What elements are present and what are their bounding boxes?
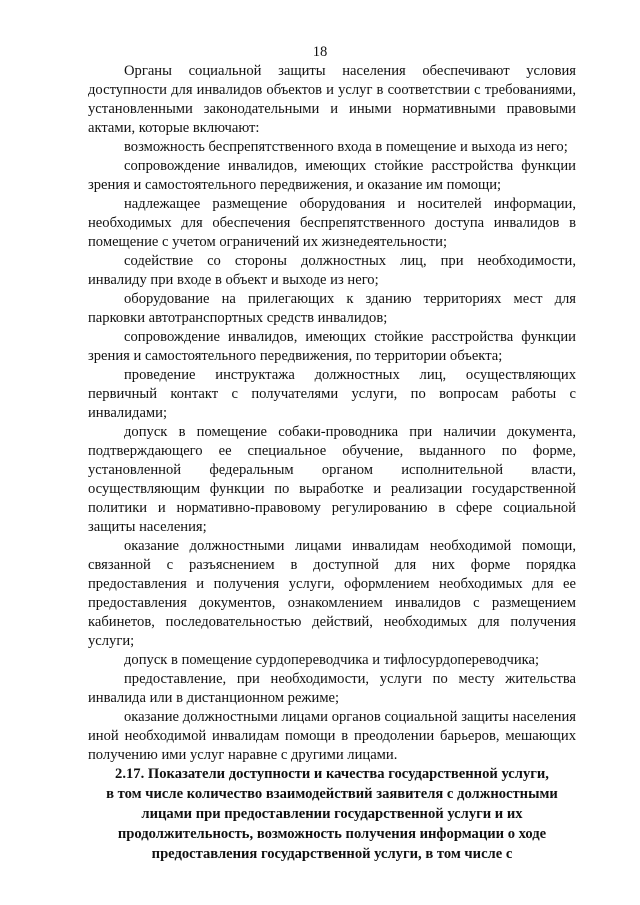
list-item: надлежащее размещение оборудования и носителей информации, необходимых для обеспечения беспрепятственного доступа инвалидов в помещение с учетом ограничений их жизнедеятельности; xyxy=(88,196,576,250)
page-number: 18 xyxy=(312,44,328,60)
list-item: оборудование на прилегающих к зданию территориях мест для парковки автотранспортных средств инвалидов; xyxy=(88,291,576,326)
heading-line: предоставления государственной услуги, в том числе с xyxy=(151,846,513,862)
body-text xyxy=(88,62,576,765)
list-item: допуск в помещение сурдопереводчика и тифлосурдопереводчика; xyxy=(124,652,540,668)
heading-line: лицами при предоставлении государственной услуги и их xyxy=(141,806,523,822)
list-item: оказание должностными лицами инвалидам необходимой помощи, связанной с разъяснением в доступной для них форме порядка предоставления и получения услуги, оформлением необходимых для ее предоставления документов, ознакомлением инвалидов с размещением кабинетов, последовательностью действий, необходимых для получения услуги; xyxy=(88,538,576,649)
intro-paragraph: Органы социальной защиты населения обеспечивают условия доступности для инвалидов объектов и услуг в соответствии с требованиями, установленными законодательными и иными нормативными правовыми актами, которые включают: xyxy=(88,63,576,136)
list-item: содействие со стороны должностных лиц, при необходимости, инвалиду при входе в объект и выходе из него; xyxy=(88,253,576,288)
list-item: сопровождение инвалидов, имеющих стойкие расстройства функции зрения и самостоятельного передвижения, и оказание им помощи; xyxy=(88,158,576,193)
section-heading xyxy=(92,764,572,864)
heading-line: 2.17. Показатели доступности и качества государственной услуги, xyxy=(115,766,549,782)
list-item: сопровождение инвалидов, имеющих стойкие расстройства функции зрения и самостоятельного передвижения, по территории объекта; xyxy=(88,329,576,364)
list-item: возможность беспрепятственного входа в помещение и выхода из него; xyxy=(124,139,568,155)
list-item: предоставление, при необходимости, услуги по месту жительства инвалида или в дистанционном режиме; xyxy=(88,671,576,706)
heading-line: в том числе количество взаимодействий заявителя с должностными xyxy=(106,786,558,802)
list-item: оказание должностными лицами органов социальной защиты населения иной необходимой инвалидам помощи в преодолении барьеров, мешающих получению ими услуг наравне с другими лицами. xyxy=(88,709,576,763)
list-item: допуск в помещение собаки-проводника при наличии документа, подтверждающего ее специальное обучение, выданного по форме, установленной федеральным органом исполнительной власти, осуществляющим функции по выработке и реализации государственной политики и нормативно-правовому регулированию в сфере социальной защиты населения; xyxy=(88,424,576,535)
list-item: проведение инструктажа должностных лиц, осуществляющих первичный контакт с получателями услуги, по вопросам работы с инвалидами; xyxy=(88,367,576,421)
heading-line: продолжительность, возможность получения информации о ходе xyxy=(117,826,547,842)
